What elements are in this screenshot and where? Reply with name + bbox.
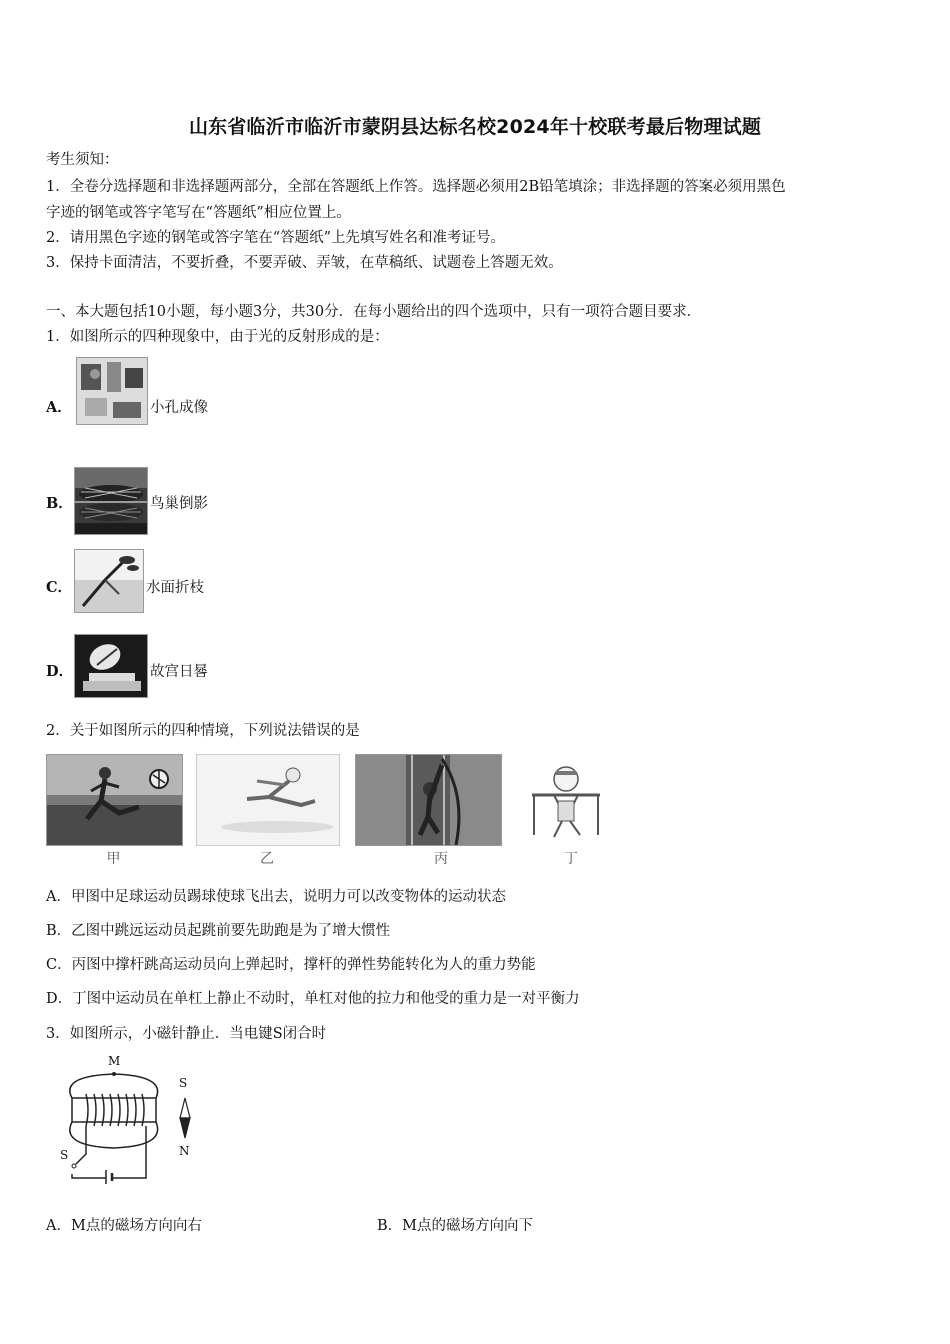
- q2-image-jia: [46, 754, 183, 846]
- notice-item-1: 1．全卷分选择题和非选择题两部分，全部在答题纸上作答。选择题必须用2B铅笔填涂；非选择题的答案必须用黑色: [46, 179, 786, 195]
- q2-caption-jia: 甲: [106, 851, 121, 867]
- q3-option-a: A．M点的磁场方向向右: [46, 1218, 202, 1234]
- q2-caption-yi: 乙: [260, 851, 274, 867]
- q2-image-bing: [355, 754, 502, 846]
- diagram-label-switch: S: [60, 1148, 69, 1162]
- long-jump-icon: [197, 755, 339, 845]
- sundial-icon: [75, 635, 147, 697]
- q1-option-a-text: 小孔成像: [150, 400, 208, 416]
- notice-item-2: 2．请用黑色字迹的钢笔或答字笔在“答题纸”上先填写姓名和准考证号。: [46, 230, 506, 246]
- q1-option-c-text: 水面折枝: [146, 580, 204, 596]
- q1-option-b-letter: B．: [46, 495, 73, 512]
- q1-option-d-letter: D．: [46, 663, 74, 680]
- horizontal-bar-icon: [526, 755, 606, 845]
- notice-heading: 考生须知：: [46, 152, 119, 168]
- q2-caption-ding: 丁: [564, 851, 578, 867]
- diagram-label-m: M: [108, 1054, 121, 1068]
- diagram-label-n-pole: N: [179, 1144, 190, 1158]
- q2-option-d: D．丁图中运动员在单杠上静止不动时，单杠对他的拉力和他受的重力是一对平衡力: [46, 991, 580, 1007]
- q1-option-d-text: 故宫日晷: [150, 664, 208, 680]
- q2-option-b: B．乙图中跳远运动员起跳前要先助跑是为了增大惯性: [46, 923, 391, 939]
- q1-stem: 1．如图所示的四种现象中，由于光的反射形成的是：: [46, 329, 389, 345]
- pole-vault-icon: [356, 755, 501, 845]
- notice-item-1-cont: 字迹的钢笔或答字笔写在“答题纸”相应位置上。: [46, 205, 351, 221]
- q3-circuit-diagram: [50, 1054, 210, 1186]
- section-heading: 一、本大题包括10小题，每小题3分，共30分．在每小题给出的四个选项中，只有一项符合题目要求．: [46, 304, 702, 320]
- q1-option-a-letter: A．: [46, 399, 72, 416]
- q1-option-c-image: [74, 549, 144, 613]
- pinhole-image-icon: [77, 358, 147, 424]
- q3-stem: 3．如图所示，小磁针静止．当电键S闭合时: [46, 1026, 327, 1042]
- bent-branch-in-water-icon: [75, 550, 143, 612]
- q1-option-c-letter: C．: [46, 579, 73, 596]
- q2-option-c: C．丙图中撑杆跳高运动员向上弹起时，撑杆的弹性势能转化为人的重力势能: [46, 957, 536, 973]
- q3-option-b: B．M点的磁场方向向下: [377, 1218, 534, 1234]
- birds-nest-reflection-icon: [75, 468, 147, 534]
- q2-image-ding: [525, 754, 607, 846]
- soccer-kick-icon: [47, 755, 182, 845]
- q2-stem: 2．关于如图所示的四种情境，下列说法错误的是: [46, 723, 360, 739]
- diagram-label-s-pole: S: [179, 1076, 188, 1090]
- q1-option-b-text: 鸟巢倒影: [150, 496, 208, 512]
- q2-option-a: A．甲图中足球运动员踢球使球飞出去，说明力可以改变物体的运动状态: [46, 889, 506, 905]
- q2-image-yi: [196, 754, 340, 846]
- q2-caption-bing: 丙: [434, 851, 448, 867]
- page-title: 山东省临沂市临沂市蒙阴县达标名校2024年十校联考最后物理试题: [188, 116, 762, 138]
- q1-option-d-image: [74, 634, 148, 698]
- q1-option-a-image: [76, 357, 148, 425]
- q1-option-b-image: [74, 467, 148, 535]
- solenoid-compass-icon: [50, 1054, 210, 1186]
- notice-item-3: 3．保持卡面清洁，不要折叠，不要弄破、弄皱，在草稿纸、试题卷上答题无效。: [46, 255, 563, 271]
